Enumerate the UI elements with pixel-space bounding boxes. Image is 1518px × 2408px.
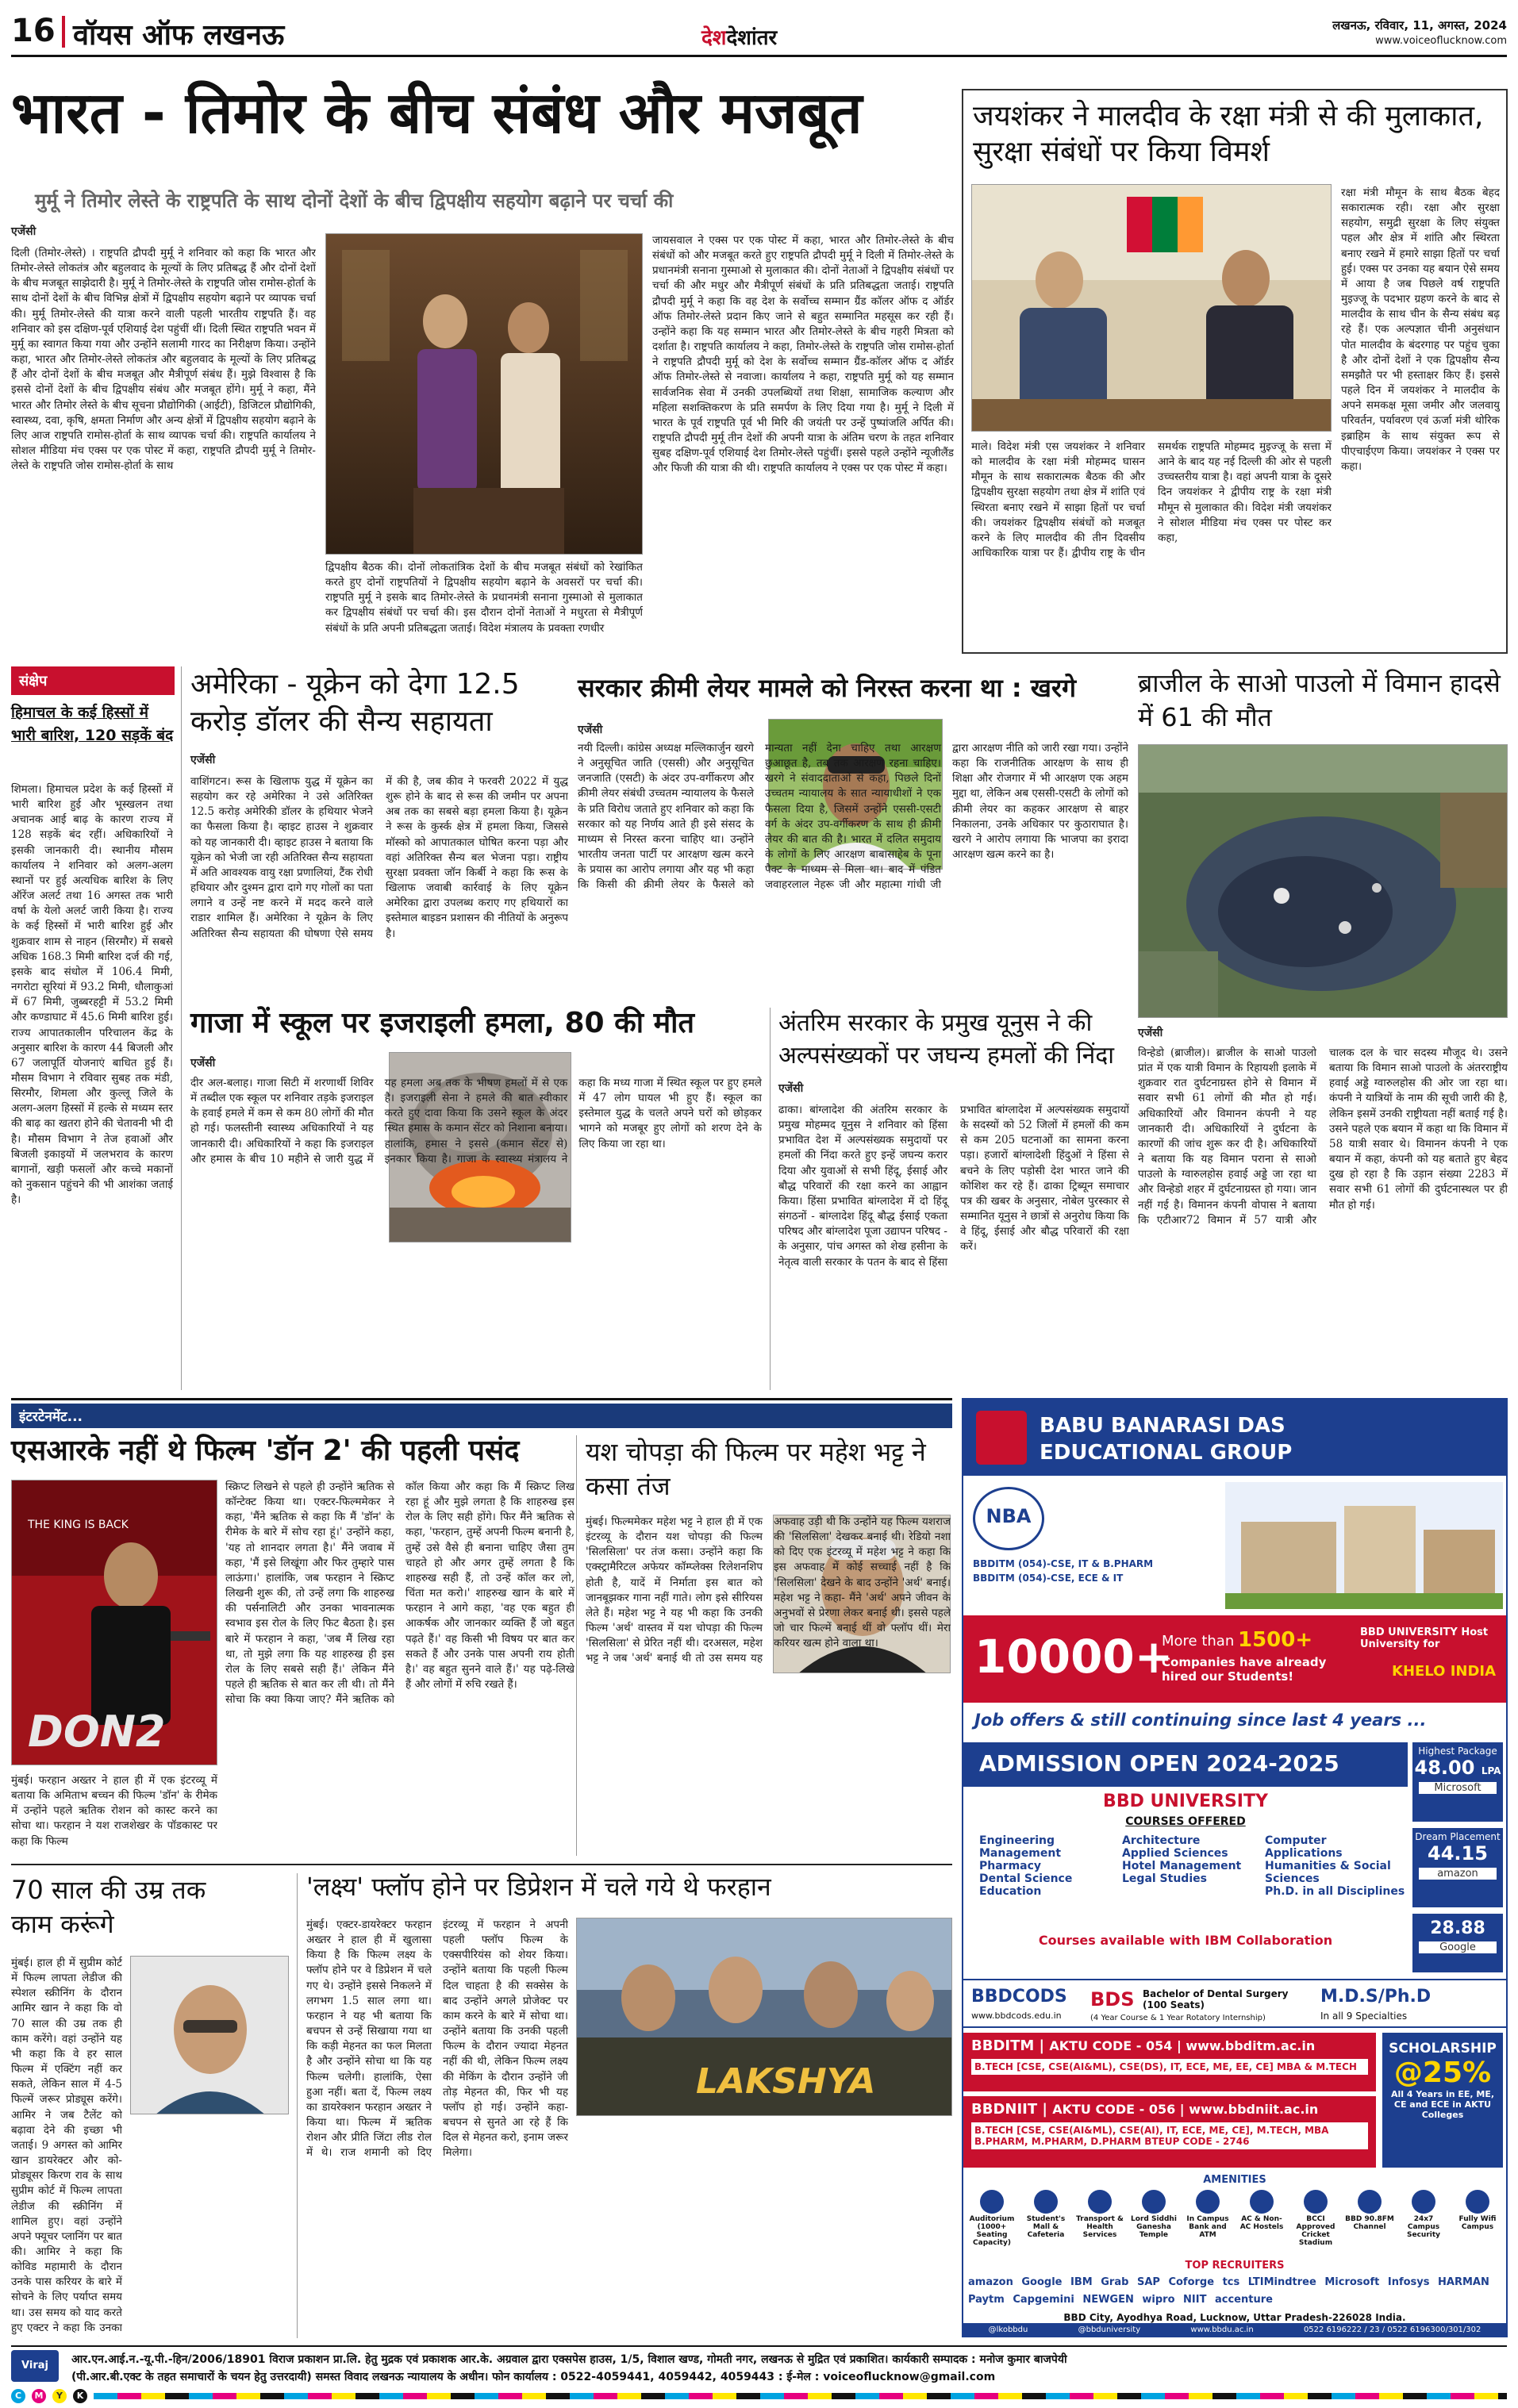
amenity-item [1290,2190,1341,2256]
admission-banner[interactable]: ADMISSION OPEN 2024-2025 [963,1742,1408,1787]
khelo-india-text: KHELO INDIA [1392,1663,1497,1680]
bbdniit-name: BBDNIIT [971,2101,1038,2118]
bbd-advertisement[interactable] [962,1398,1508,2337]
amenity-label: BCCI Approved Cricket Stadium [1296,2215,1335,2247]
nba-code-2: BBDITM (054)-CSE, ECE & IT [973,1573,1124,1584]
website: www.voiceoflucknow.com [1375,35,1507,47]
gaza-headline: गाजा में स्कूल पर इजराइली हमला, 80 की मौत [190,1007,694,1039]
brazil-body: विन्हेडो (ब्राजील)। ब्राजील के साओ पाउलो प्रांत में एक यात्री विमान के रिहायशी इलाके में शुक्रवार रात दुर्घटनाग्रस्त होने से विमान में सवार सभी 61 लोगों की मौत हो गई। अधिकारियों और विमानन कंपनी ने यह जानकारी दी। अधिकारियों ने दुर्घटना के कारणों की जांच शुरू कर दी है। अधिकारियों ने बताया कि यह विमान पराना से साओ पाउलो के ग्वारुलहोस हवाई अड्डे जा रहा था और विन्हेडो शहर में दुर्घटनाग्रस्त हो गया। जान नहीं गई है। विमानन कंपनी वोपास ने बताया कि एटीआर72 विमान में 57 यात्री और चालक दल के चार सदस्य मौजूद थे। उसने बताया कि विमान साओ पाउलो के अंतरराष्ट्रीय हवाई अड्डे ग्वारुलहोस की ओर जा रहा था। कंपनी ने यात्रियों के नाम की सूची जारी की है, लेकिन इसमें उनकी राष्ट्रीयता नहीं बताई गई है। उसने पहले एक बयान में कहा था कि विमान में 58 यात्री सवार थे। विमानन कंपनी ने एक बयान में कहा, कंपनी को यह बताते हुए बेहद दुख हो रहा है कि उड़ान संख्या 2283 में सवार सभी 61 लोगों की दुर्घटनास्थल पर ही मौत हो गई। [1138,1047,1508,1227]
lead-story [11,67,952,654]
recruiter: Coforge [1168,2276,1215,2288]
recruiter: NEWGEN [1082,2294,1134,2306]
highest-label: Highest Package [1418,1746,1497,1757]
masthead [11,11,1507,57]
ad-contact-bar [963,2323,1506,2336]
recruiters-title: TOP RECRUITERS [1185,2260,1285,2272]
lower-rule [11,1864,952,1865]
lakshya-poster [576,1918,952,2116]
amenity-label: In Campus Bank and ATM [1186,2215,1229,2239]
jaishankar-story [962,89,1508,654]
bbditm-code: BBDITM | AKTU CODE - 054 | www.bbditm.ac.in [971,2037,1316,2054]
brazil-story [1138,666,1508,1390]
lead-byline: एजेंसी [11,225,37,238]
lead-col1: दिली (तिमोर-लेस्ते) । राष्ट्रपति द्रौपदी मुर्मू ने शनिवार को कहा कि भारत और तिमोर-लेस्ते लोकतंत्र और बहुलवाद के मूल्यों के लिए प्रतिबद्ध हैं और दोनों देशों के बीच मजबूत साझेदारी है। मुर्मू ने तिमोर-लेस्ते के राष्ट्रपति जोस रामोस-होर्ता के साथ दोनों देशों के बीच विभिन्न क्षेत्रों में द्विपक्षीय सहयोग बढ़ाने पर व्यापक चर्चा की। मुर्मू तिमोर-लेस्ते की यात्रा करने वाली पहली भारतीय राष्ट्रपति हैं। वह शनिवार को इस दक्षिण-पूर्व एशियाई देश पहुंचीं थीं। दिली स्थित राष्ट्रपति भवन में मुर्मू का स्वागत किया गया और उन्होंने सलामी गारद का निरीक्षण किया। उन्होंने कहा, भारत और तिमोर-लेस्ते लोकतंत्र और बहुलवाद के मूल्यों के लिए प्रतिबद्ध हैं और दोनों देशों के बीच मजबूत और मैत्रीपूर्ण संबंध हैं। मुझे विश्वास है कि इससे दोनों देशों के बीच द्विपक्षीय संबंध और मजबूत होंगे। मुर्मू ने कहा, मैंने भारत और तिमोर लेस्ते के बीच सूचना प्रौद्योगिकी (आईटी), डिजिटल प्रौद्योगिकी, स्वास्थ्य, दवा, कृषि, क्षमता निर्माण और अन्य क्षेत्रों में द्विपक्षीय सहयोग बढ़ाने के लिए आज राष्ट्रपति रामोस-होर्ता के साथ व्यापक चर्चा की। राष्ट्रपति कार्यालय ने सोशल मीडिया मंच एक्स पर एक पोस्ट में कहा, राष्ट्रपति द्रौपदी मुर्मू ने तिमोर-लेस्ते के राष्ट्रपति जोस रामोस-होर्ता के साथ [11,247,316,473]
aamir-body: मुंबई। हाल ही में सुप्रीम कोर्ट में फिल्म लापता लेडीज की स्पेशल स्क्रीनिंग के दौरान आमिर खान ने कहा कि वो 70 साल की उम्र तक ही काम करेंगे। वहां उन्होंने यह भी कहा कि वे हर साल फिल्म में एक्टिंग नहीं कर सकते, लेकिन साल में 4-5 फिल्में जरूर प्रोड्यूस करेंगे। आमिर ने जब टैलेंट को बढ़ावा देने की इच्छा भी जताई। 9 अगस्त को आमिर खान डायरेक्टर और को-प्रोड्यूसर किरण राव के साथ सुप्रीम कोर्ट में फिल्म लापता लेडीज की स्क्रीनिंग में शामिल हुए। वहां उन्होंने अपने फ्यूचर प्लानिंग पर बात की। आमिर ने कहा कि कोविड महामारी के दौरान उनके पास करियर के बारे में सोचने के लिए पर्याप्त समय था। उस समय को याद करते हुए एक्टर ने कहा कि उनका [11,1957,122,2334]
amenity-icon [980,2190,1004,2214]
bbdniit-code: BBDNIIT | AKTU CODE - 056 | www.bbdniit.ac.in [971,2101,1319,2118]
yunus-byline: एजेंसी [778,1082,804,1095]
paper-name: वॉयस ऑफ लखनऊ [73,19,285,52]
page-number: 16 [11,13,56,49]
recruiter: SAP [1136,2276,1160,2288]
ministers-meeting-photo [972,185,1332,432]
highest-company: Microsoft [1419,1782,1497,1794]
bbdniit-courses: B.TECH [CSE, CSE(AI&ML), CSE(AI), IT, ECE, ME, CE], M.TECH, MBA B.PHARM, M.PHARM, D.PHARM BTEUP CODE - 2746 [971,2122,1368,2149]
recruiter: Capgemini [1013,2294,1074,2306]
lead-col3: जायसवाल ने एक्स पर एक पोस्ट में कहा, भारत और तिमोर-लेस्ते के बीच संबंधों को और मजबूत करते हुए राष्ट्रपति द्रौपदी मुर्मू ने दिली में तिमोर-लेस्ते के प्रधानमंत्री सनाना गुस्माओ से मुलाकात की। दोनों नेताओं ने द्विपक्षीय संबंधों पर चर्चा की और मधुर और मैत्रीपूर्ण संबंधों के प्रति प्रतिबद्धता जताई। राष्ट्रपति द्रौपदी मुर्मू ने कहा कि वह देश के सर्वोच्च सम्मान ग्रैंड कॉलर ऑफ द ऑर्डर ऑफ तिमोर-लेस्ते प्रदान किए जाने से बहुत सम्मानित महसूस कर रही हैं। उन्होंने कहा कि यह सम्मान भारत और तिमोर-लेस्ते के बीच गहरी मित्रता को दर्शाता है। राष्ट्रपति कार्यालय ने कहा, तिमोर-लेस्ते के राष्ट्रपति जोस रामोस-होर्ता ने राष्ट्रपति द्रौपदी मुर्मू को देश के सर्वोच्च सम्मान ग्रैंड-कॉलर ऑफ द ऑर्डर ऑफ तिमोर-लेस्ते से नवाजा। कार्यालय ने कहा, राष्ट्रपति मुर्मू को यह सम्मान सार्वजनिक सेवा में उनकी उपलब्धियों तथा शिक्षा, सामाजिक कल्याण और महिला सशक्तिकरण के प्रति समर्पण के लिए दिया गया है। मुर्मू ने दिली में भारत के पूर्व राष्ट्रपति पूर्व भी मिरि की जयंती पर उन्हें पुष्पांजलि अर्पित की। राष्ट्रपति द्रौपदी मुर्मू तीन देशों की अपनी यात्रा के अंतिम चरण के तहत शनिवार सुबह दक्षिण-पूर्व एशियाई देश तिमोर-लेस्ते पहुंचीं। इससे पहले उन्होंने न्यूजीलैंड और फिजी की यात्रा की थी। राष्ट्रपति कार्यालय ने एक्स पर एक पोस्ट में कहा। [652,234,954,475]
aamir-photo [130,1956,289,2114]
ad-brand-line2: EDUCATIONAL GROUP [1040,1441,1293,1465]
don-poster-title: DON2 [28,1707,166,1757]
yunus-headline: अंतरिम सरकार के प्रमुख यूनुस ने की अल्पसंख्यकों पर जघन्य हमलों की निंदा [778,1009,1115,1070]
amenity-icon [1358,2190,1382,2214]
course-item: Education [979,1885,1042,1898]
mds-label: M.D.S/Ph.D [1320,1987,1432,2007]
lead-subhead: मुर्मू ने तिमोर लेस्ते के राष्ट्रपति के साथ दोनों देशों के बीच द्विपक्षीय सहयोग बढ़ाने पर चर्चा की [35,190,674,212]
lakshya-poster-art [577,1918,952,2116]
kharge-headline: सरकार क्रीमी लेयर मामले को निरस्त करना था : खरगे [578,673,1077,703]
course-item: Pharmacy [979,1860,1042,1872]
course-item: Applied Sciences [1122,1847,1228,1860]
amenity-icon [1142,2190,1166,2214]
ad-address: BBD City, Ayodhya Road, Lucknow, Uttar Pradesh-226028 India. [1063,2312,1406,2323]
amenity-item [1128,2190,1179,2256]
yunus-story [770,1008,1128,1390]
bbdcods-name: BBDCODS [971,1987,1067,2007]
amenity-item [1236,2190,1287,2256]
amenity-item [1452,2190,1503,2256]
dream-package-box [1412,1828,1503,1907]
don-body: स्क्रिप्ट लिखने से पहले ही उन्होंने ऋतिक से कॉन्टेक्ट किया था। एक्टर-फिल्ममेकर ने कहा, 'मैंने ऋतिक से कहा कि मैं 'डॉन' के रीमेक के बारे में सोच रहा हूं।' उन्होंने कहा, 'यह तो शानदार लगता है।' मैंने जवाब में कहा, 'मैं इसे लिखूंगा और फिर तुम्हारे पास लाऊंगा।' हालांकि, जब फरहान ने स्क्रिप्ट लिखनी शुरू की, तो उन्हें लगा कि शाहरुख की पर्सनालिटी और उनका भावनात्मक स्वभाव इस रोल के लिए फिट बैठता है। इस बारे में फरहान ने कहा, 'जब मैं लिख रहा था, तो मुझे लगा कि यह शाहरुख ही इस रोल के लिए सबसे सही हैं।' लेकिन मैंने पहले ही ऋतिक से बात कर ली थी। तो मैंने सोचा कि क्या किया जाए? मैंने ऋतिक को कॉल किया और कहा कि मैं स्क्रिप्ट लिख रहा हूं और मुझे लगता है कि शाहरुख इस रोल के लिए सही होंगे। फिर मैंने ऋतिक से कहा, 'फरहान, तुम्हें अपनी फिल्म बनानी है, तुम्हें उसे वैसे ही बनाना चाहिए जैसा तुम चाहते हो और अगर तुम्हें लगता है कि शाहरुख सही हैं, तो उन्हें कॉल कर लो, चिंता मत करो।' शाहरुख खान के बारे में फरहान ने आगे कहा, 'वह एक बहुत ही आकर्षक और जानकार व्यक्ति हैं जो बहुत पढ़ते हैं।' वह किसी भी विषय पर बात कर सकते हैं और उनके पास अपनी राय होती है।' वह बहुत सुनने वाले हैं।' यह पढ़े-लिखे हैं और लोगों में रुचि रखते हैं। [225,1481,575,1707]
amenity-item [1074,2190,1125,2256]
lakshya-poster-title: LAKSHYA [696,2061,876,2102]
courses-col-3 [1265,1834,1408,1898]
brazil-headline: ब्राजील के साओ पाउलो में विमान हादसे में 61 की मौत [1138,668,1501,733]
imprint-line-1: आर.एन.आई.न.-यू.पी.-हिन/2006/18901 विराज प्रकाशन प्रा.लि. हेतु मुद्रक एवं प्रकाशक आर.के. अग्रवाल द्वारा एक्सपेस हाउस, 1/5, विशाल खण्ड, गोमती नगर, लखनऊ से मुद्रित एवं प्रकाशित। कार्यकारी सम्पादक : मनोज कुमार बाजपेयी [71,2353,1067,2366]
cmyk-m: M [32,2389,46,2403]
recruiter: NIIT [1183,2294,1207,2306]
course-item: Legal Studies [1122,1872,1207,1885]
don-tagline: THE KING IS BACK [28,1519,129,1531]
brief-headline: हिमाचल के कई हिस्सों में भारी बारिश, 120 सड़कें बंद [11,704,174,744]
section-part-b: देशांतर [726,26,778,50]
cmyk-y: Y [52,2389,67,2403]
kharge-story [578,666,1128,1000]
bbditm-code-text: AKTU CODE - 054 | www.bbditm.ac.in [1049,2038,1316,2053]
companies-num: 1500+ [1238,1628,1313,1652]
jaishankar-body-bottom: माले। विदेश मंत्री एस जयशंकर ने शनिवार को मालदीव के रक्षा मंत्री मोहम्मद घासन मौमून के साथ सकारात्मक बैठक की और द्विपक्षीय सुरक्षा सहयोग तथा क्षेत्र में शांति एवं स्थिरता बनाए रखने में साझा हितों पर चर्चा की। जयशंकर द्विपक्षीय संबंधों को मजबूत करने के लिए मालदीव की तीन दिवसीय आधिकारिक यात्रा पर हैं। द्वीपीय राष्ट्र के चीन समर्थक राष्ट्रपति मोहम्मद मुइज्जू के सत्ता में आने के बाद यह नई दिल्ली की ओर से पहली उच्चस्तरीय यात्रा है। वहां अपनी यात्रा के दूसरे दिन जयशंकर ने द्वीपीय राष्ट्र के रक्षा मंत्री मौमून से मुलाकात की। विदेश मंत्री जयशंकर ने सोशल मीडिया मंच एक्स पर पोस्ट कर कहा, [971,440,1332,560]
courses-col-1 [979,1834,1114,1898]
amenity-item [967,2190,1017,2256]
brazil-byline: एजेंसी [1138,1027,1163,1039]
course-item: Computer Applications [1265,1834,1343,1860]
nba-code-1: BBDITM (054)-CSE, IT & B.PHARM [973,1558,1154,1569]
ukraine-headline: अमेरिका - यूक्रेन को देगा 12.5 करोड़ डॉलर की सैन्य सहायता [190,668,520,738]
highest-unit: LPA [1481,1765,1501,1776]
dream2-company: Google [1419,1941,1497,1953]
recruiter: Infosys [1387,2276,1430,2288]
recruiter: IBM [1070,2276,1093,2288]
plane-crash-photo [1139,745,1508,1018]
scholarship-box [1382,2033,1503,2168]
farhan-body-cont [576,2124,952,2337]
bbd-logo-icon [976,1411,1027,1465]
president-meeting-photo [326,234,643,555]
don-headline: एसआरके नहीं थे फिल्म 'डॉन 2' की पहली पसंद [11,1434,520,1467]
course-item: Ph.D. in all Disciplines [1265,1885,1405,1898]
jaishankar-headline: जयशंकर ने मालदीव के रक्षा मंत्री से की मुलाकात, सुरक्षा संबंधों पर किया विमर्श [973,100,1484,168]
dateline: लखनऊ, रविवार, 11, अगस्त, 2024 [1332,18,1507,33]
amenity-label: Transport & Health Services [1076,2215,1124,2239]
mahesh-divider [576,1435,577,1856]
brief-sidebar [11,666,182,1390]
bbdcods-row [963,1979,1506,2028]
bds-label: BDS [1090,1988,1135,2011]
farhan-body: मुंबई। एक्टर-डायरेक्टर फरहान अख्तर ने हाल ही में खुलासा किया है कि फिल्म लक्ष्य के फ्लॉप होने पर वे डिप्रेशन में चले गए थे। उन्होंने इससे निकलने में लगभग 1.5 साल लगा था। फरहान ने यह भी बताया कि बचपन से उन्हें सिखाया गया था कि कड़ी मेहनत का फल मिलता है और उन्होंने सोचा था कि यह फिल्म चलेगी। हालांकि, ऐसा हुआ नहीं। बता दें, फिल्म लक्ष्य का डायरेक्शन फरहान अख्तर ने किया था। फिल्म में ऋतिक रोशन और प्रीति जिंटा लीड रोल में थे। राज शमानी को दिए इंटरव्यू में फरहान ने अपनी पहली फ्लॉप फिल्म के एक्सपीरियंस को शेयर किया। उन्होंने बताया कि पहली फिल्म दिल चाहता है की सक्सेस के बाद उन्होंने अगले प्रोजेक्ट पर काम करने के बारे में सोचा था। उन्होंने बताया कि उनकी पहली फिल्म के दौरान ज्यादा मेहनत नहीं की थी, लेकिन फिल्म लक्ष्य की मेकिंग के दौरान उन्होंने जी तोड़ मेहनत की, फिर भी यह फ्लॉप हो गई। उन्होंने कहा- बचपन से सुनते आ रहे हैं कि दिल से मेहनत करो, इनाम जरूर मिलेगा। [306,1918,568,2160]
campus-art [1225,1482,1503,1609]
color-registration-bar [11,2388,1507,2404]
scholarship-label: SCHOLARSHIP [1389,2041,1497,2057]
brief-label: संक्षेप [11,666,175,695]
ukraine-story [190,666,568,1000]
scholarship-sub: All 4 Years in EE, ME, CE and ECE in AKTU Colleges [1390,2089,1495,2120]
lead-col2: द्विपक्षीय बैठक की। दोनों लोकतांत्रिक देशों के बीच मजबूत संबंधों को रेखांकित करते हुए दोनों राष्ट्रपतियों ने द्विपक्षीय सहयोग बढ़ाने के अवसरों पर चर्चा की। राष्ट्रपति मुर्मू ने इसके बाद तिमोर-लेस्ते के प्रधानमंत्री सनाना गुस्माओ से मुलाकात कर द्विपक्षीय संबंधों पर चर्चा की। इस दौरान दोनों नेताओं ने मधुरता से मैत्रीपूर्ण संबंधों के प्रति अपनी प्रतिबद्धता जताई। विदेश मंत्रालय के प्रवक्ता रणधीर [325,561,643,635]
amenity-label: 24x7 Campus Security [1406,2215,1441,2239]
recruiter: HARMAN [1438,2276,1489,2288]
course-item: Architecture [1122,1834,1201,1847]
recruiter: LTIMindtree [1247,2276,1316,2288]
brief-body: शिमला। हिमाचल प्रदेश के कई हिस्सों में भारी बारिश हुई और भूस्खलन तथा अचानक आई बाढ़ के कारण राज्य में 128 सड़कें बंद रहीं। अधिकारियों ने इसकी जानकारी दी। स्थानीय मौसम कार्यालय ने शनिवार को अलग-अलग स्थानों पर हुई अत्यधिक बारिश के लिए ऑरेंज अलर्ट तथा 16 अगस्त तक भारी वर्षा के येलो अलर्ट जारी किया है। राज्य के कई हिस्सों में भारी बारिश हुई और शुक्रवार शाम से नाहन (सिरमौर) में सबसे अधिक 168.3 मिमी बारिश दर्ज की गई, इसके बाद संधोल में 106.4 मिमी, नगरोटा सूरियां में 93.2 मिमी, धौलाकुआं में 67 मिमी, जुब्बरहट्टी में 53.2 मिमी और कण्डाघाट में 45.6 मिमी बारिश हुई। राज्य आपातकालीन परिचालन केंद्र के अनुसार बारिश के कारण 44 बिजली और 67 जलापूर्ति योजनाएं बाधित हुई हैं। मौसम विभाग ने रविवार सुबह तक मंडी, सिरमौर, शिमला और कुल्लू जिले के अलग-अलग हिस्सों में हल्के से मध्यम स्तर की बाढ़ का खतरा होने की चेतावनी भी दी है। मौसम विभाग ने तेज हवाओं और बिजली इकाइयों में जलभराव के कारण बागानों, खड़ी फसलों और कच्चे मकानों को नुकसान पहुंचने की भी आशंका जताई है। [11,783,173,1207]
bbdniit-block [963,2096,1376,2168]
bbditm-name: BBDITM [971,2037,1035,2054]
big-number: 10000+ [974,1630,1174,1684]
course-item: Engineering [979,1834,1055,1847]
course-item: Hotel Management [1122,1860,1242,1872]
mahesh-headline: यश चोपड़ा की फिल्म पर महेश भट्ट ने कसा तंज [586,1437,926,1502]
bds-text: Bachelor of Dental Surgery (100 Seats) [1143,1988,1289,2011]
ukraine-byline: एजेंसी [190,754,216,766]
course-item: Management [979,1847,1062,1860]
aamir-headline: 70 साल की उम्र तक काम करूंगे [11,1875,206,1940]
masthead-divider [62,16,65,48]
don-poster [11,1480,217,1765]
companies-text: Companies have already hired our Students! [1162,1655,1327,1684]
nba-badge [973,1487,1044,1550]
more-than: More than [1162,1633,1235,1649]
hiring-banner [963,1615,1506,1703]
courses-col-2 [1122,1834,1257,1885]
recruiter: amazon [968,2276,1013,2288]
course-item: Humanities & Social Sciences [1265,1860,1391,1885]
lead-headline: भारत - तिमोर के बीच संबंध और मजबूत [11,79,863,146]
don2-poster-art [12,1481,217,1765]
recruiter: Google [1021,2276,1063,2288]
amenity-label: AC & Non-AC Hostels [1239,2215,1284,2231]
aamir-divider [297,1873,298,2338]
bbditm-block [963,2033,1376,2091]
bds-sub: (4 Year Course & 1 Year Rotatory Internship) [1090,2014,1266,2022]
section-part-a: देश [701,26,727,50]
nba-text: NBA [986,1505,1032,1527]
viraj-logo-text: Viraj [21,2360,48,2372]
ad-brand-line1: BABU BANARASI DAS [1040,1414,1285,1438]
ibm-line: Courses available with IBM Collaboration [1038,1933,1333,1948]
campus-illustration [1225,1482,1503,1609]
amenity-item [1344,2190,1395,2256]
gaza-byline: एजेंसी [190,1057,216,1070]
ad-brand-bar [963,1400,1506,1476]
courses-offered-label: COURSES OFFERED [1125,1815,1246,1828]
amenity-icon [1304,2190,1328,2214]
amenity-item [1020,2190,1071,2256]
amenities-title: AMENITIES [1203,2174,1266,2186]
entertainment-label: इंटरटेनमेंट... [11,1404,952,1428]
amenities-row [967,2190,1503,2256]
jaishankar-photo [971,184,1332,432]
bbditm-courses: B.TECH [CSE, CSE(AI&ML), CSE(DS), IT, ECE, ME, EE, CE] MBA & M.TECH [971,2059,1368,2075]
recruiter: Paytm [968,2294,1005,2306]
amenity-label: BBD 90.8FM Channel [1345,2215,1394,2231]
yunus-body: ढाका। बांग्लादेश की अंतरिम सरकार के प्रमुख मोहम्मद यूनुस ने शनिवार को हिंसा प्रभावित देश में अल्पसंख्यक समुदायों पर हमलों की निंदा करते हुए इन्हें जघन्य करार दिया और युवाओं से सभी हिंदू, ईसाई और बौद्ध परिवारों की रक्षा करने का आह्वान किया। हिंसा प्रभावित बांग्लादेश में दो हिंदू संगठनों - बांग्लादेश हिंदू बौद्ध ईसाई एकता परिषद और बांग्लादेश पूजा उद्यापन परिषद - के अनुसार, पांच अगस्त को शेख हसीना के नेतृत्व वाली सरकार के पतन के बाद से हिंसा प्रभावित बांग्लादेश में अल्पसंख्यक समुदायों के सदस्यों को 52 जिलों में हमलों की कम से कम 205 घटनाओं का सामना करना पड़ा। हजारों बांग्लादेशी हिंदुओं ने हिंसा से बचने के लिए पड़ोसी देश भारत जाने की कोशिश कर रहे हैं। ढाका ट्रिब्यून समाचार पत्र की खबर के अनुसार, नोबेल पुरस्कार से सम्मानित यूनुस ने छात्रों से अनुरोध किया कि वे हिंदू, ईसाई और बौद्ध परिवारों की रक्षा करें। [778,1104,1129,1269]
recruiter: Grab [1101,2276,1129,2288]
section-title [701,22,777,51]
kharge-byline: एजेंसी [578,724,603,736]
amenity-icon [1088,2190,1112,2214]
imprint-line-2: (पी.आर.बी.एक्ट के तहत समाचारों के चयन हेतु उत्तरदायी) समस्त विवाद लखनऊ न्यायालय के अधीन। फोन कार्यालय : 0522-4059441, 4059442, 4059443 : ई-मेल : voiceoflucknow@gmail.com [71,2371,996,2383]
recruiter: Microsoft [1324,2276,1380,2288]
entertainment-section [11,1398,952,2337]
dream-value: 44.15 [1428,1842,1488,1865]
amenity-label: Fully Wifi Campus [1458,2215,1497,2231]
recruiter: wipro [1142,2294,1175,2306]
don-body-left: मुंबई। फरहान अख्तर ने हाल ही में एक इंटरव्यू में बताया कि अमिताभ बच्चन की फिल्म 'डॉन' के रीमेक में उन्होंने पहले ऋतिक रोशन को कास्ट करने का सोचा था। फरहान ने यश राजशेखर के पॉडकास्ट पर कहा कि फिल्म [11,1774,217,1848]
farhan-headline: 'लक्ष्य' फ्लॉप होने पर डिप्रेशन में चले गये थे फरहान [306,1872,771,1902]
dream-label: Dream Placement [1415,1831,1501,1842]
amenity-icon [1412,2190,1435,2214]
bbdniit-code-text: AKTU CODE - 056 | www.bbdniit.ac.in [1052,2102,1319,2117]
bbdu-title: BBD UNIVERSITY [1103,1792,1268,1811]
bbdu-host-text: BBD UNIVERSITY Host University for [1360,1626,1489,1650]
amenity-icon [1250,2190,1274,2214]
amenity-label: Lord Siddhi Ganesha Temple [1131,2215,1177,2239]
aamir-portrait [131,1957,289,2114]
bbdcods-web[interactable]: www.bbdcods.edu.in [971,2011,1062,2021]
social-2[interactable]: @bbduniversity [1078,2325,1141,2334]
amenity-icon [1466,2190,1489,2214]
ad-site[interactable]: www.bbdu.ac.in [1190,2325,1254,2334]
mahesh-body: मुंबई। फिल्ममेकर महेश भट्ट ने हाल ही में एक इंटरव्यू के दौरान यश चोपड़ा की फिल्म 'सिलसिला' पर तंज कसा। उन्होंने कहा कि एक्स्ट्रामैरिटल अफेयर कॉम्प्लेक्स रिलेशनशिप होती है, यादें में निर्माता इस बात को जानबूझकर गाना नहीं गाते। लोग इसे सीरियस लेते हैं। महेश भट्ट ने यह भी कहा कि उनकी फिल्म 'अर्थ' वास्तव में यश चोपड़ा की फिल्म 'सिलसिला' से प्रेरित नहीं थी। दरअसल, महेश भट्ट ने जब 'अर्थ' बनाई थी तो उस समय यह अफवाह उड़ी थी कि उन्होंने यह फिल्म यशराज की 'सिलसिला' देखकर बनाई थी। रेडियो नशा को दिए एक इंटरव्यू में महेश भट्ट ने कहा कि इस अफवाह में कोई सच्चाई नहीं है कि 'सिलसिला' देखने के बाद उन्होंने 'अर्थ' बनाई। महेश भट्ट ने कहा- मैंने 'अर्थ' अपने जीवन के अनुभवों से प्रेरणा लेकर बनाई थी। इससे पहले जो चार फिल्में बनाई थीं वो फ्लॉप थीं। मेरा करियर खत्म होने वाला था। [586,1515,951,1665]
kharge-body: नयी दिल्ली। कांग्रेस अध्यक्ष मल्लिकार्जुन खरगे ने अनुसूचित जाति (एससी) और अनुसूचित जनजाति (एसटी) के अंदर उप-वर्गीकरण और क्रीमी लेयर संबंधी उच्चतम न्यायालय के फैसले के प्रति विरोध जताते हुए शनिवार को कहा कि सरकार को यह निर्णय आते ही इसे संसद के माध्यम से निरस्त करना चाहिए था। उन्होंने भारतीय जनता पार्टी पर आरक्षण खत्म करने के प्रयास का आरोप लगाया और यह भी कहा कि किसी की क्रीमी लेयर के फैसले को मान्यता नहीं देना चाहिए तथा आरक्षण छुआछूत है, तब तक आरक्षण रहना चाहिए। खरगे ने संवाददाताओं से कहा, पिछले दिनों उच्चतम न्यायालय के सात न्यायाधीशों ने एक फैसला दिया है, जिसमें उन्होंने एससी-एसटी वर्ग के अंदर उप-वर्गीकरण के साथ ही क्रीमी लेयर की बात की है। भारत में दलित समुदाय के लोगों के लिए आरक्षण बाबासाहेब के पूना पैक्ट के माध्यम से मिला था। बाद में पंडित जवाहरलाल नेहरू जी और महात्मा गांधी जी द्वारा आरक्षण नीति को जारी रखा गया। उन्होंने कहा कि राजनीतिक आरक्षण के साथ ही शिक्षा और रोजगार में भी आरक्षण एक अहम मुद्दा था, लेकिन अब एससी-एसटी के लोगों को क्रीमी लेयर का कहकर आरक्षण से बाहर निकालना, उनके अधिकार पर कुठाराघात है। खरगे ने आरोप लगाया कि भाजपा का इरादा आरक्षण खत्म करने का है। [578,742,1128,892]
social-1[interactable]: @lkobbdu [988,2325,1028,2334]
scholarship-pct: @25% [1393,2057,1492,2089]
gaza-body: दीर अल-बलाह। गाजा सिटी में शरणार्थी शिविर में तब्दील एक स्कूल पर शनिवार तड़के इजराइल के हवाई हमले में कम से कम 80 लोगों की मौत हो गई। फलस्तीनी स्वास्थ्य अधिकारियों ने यह जानकारी दी। अधिकारियों ने कहा कि इजराइल और हमास के बीच 10 महीने से जारी युद्ध में यह हमला अब तक के भीषण हमलों में से एक है। इजराइली सेना ने हमले की बात स्वीकार करते हुए दावा किया कि उसने स्कूल के अंदर स्थित हमास के कमान सेंटर को निशाना बनाया। हालांकि, हमास ने इससे (कमान सेंटर से) इनकार किया है। गाजा के स्वास्थ्य मंत्रालय ने कहा कि मध्य गाजा में स्थित स्कूल पर हुए हमले में 47 लोग घायल भी हुए हैं। स्कूल का इस्तेमाल युद्ध के चलते अपने घरों को छोड़कर भागने को मजबूर हुए लोगों को शरण देने के लिए किया जा रहा था। [190,1077,762,1166]
mds-sub: In all 9 Specialties [1320,2011,1408,2022]
amenity-icon [1196,2190,1220,2214]
ukraine-body: वाशिंगटन। रूस के खिलाफ युद्ध में यूक्रेन का सहयोग कर रहे अमेरिका ने उसे अतिरिक्त 12.5 करोड़ अमेरिकी डॉलर के हथियार भेजने का फैसला किया है। व्हाइट हाउस ने शुक्रवार को यह जानकारी दी। व्हाइट हाउस ने बताया कि यूक्रेन को भेजी जा रही अतिरिक्त सैन्य सहायता में अति आवश्यक वायु रक्षा प्रणालियां, टैंक रोधी हथियार और दुश्मन द्वारा दागे गए गोलों का पता लगाने व उन्हें नष्ट करने में मदद करने वाले राडार शामिल हैं। अमेरिका ने यूक्रेन के लिए अतिरिक्त सैन्य सहायता की घोषणा ऐसे समय में की है, जब कीव ने फरवरी 2022 में युद्ध शुरू होने के बाद से रूस की जमीन पर अपना अब तक का सबसे बड़ा हमला किया है। यूक्रेन ने रूस के कुर्स्क क्षेत्र में हमला किया, जिससे मॉस्को को आपातकाल घोषित करना पड़ा और वहां अतिरिक्त सैन्य बल भेजना पड़ा। राष्ट्रीय सुरक्षा प्रवक्ता जॉन किर्बी ने कहा कि रूस के खिलाफ जवाबी कार्रवाई के लिए यूक्रेन अमेरिका द्वारा उपलब्ध कराए गए हथियारों का इस्तेमाल बाइडन प्रशासन की नीतियों के अनुरूप है। [190,775,568,940]
lead-photo [325,233,643,555]
cmyk-c: C [11,2389,25,2403]
registration-strip [94,2393,1507,2399]
imprint-footer [11,2345,1507,2385]
job-offers-line: Job offers & still continuing since last 4 years ... [974,1711,1427,1730]
dream-company: amazon [1419,1868,1497,1880]
recruiter: accenture [1215,2294,1273,2306]
ad-phone: 0522 6196222 / 23 / 0522 6196300/301/302 [1303,2325,1481,2334]
recruiter: tcs [1222,2276,1240,2288]
viraj-logo [11,2350,59,2382]
dream2-value: 28.88 [1430,1918,1485,1938]
recruiters-row [968,2274,1501,2310]
brazil-photo [1138,744,1508,1018]
highest-package-box [1412,1742,1503,1822]
amenity-icon [1034,2190,1058,2214]
cmyk-k: K [73,2389,87,2403]
highest-num: 48.00 [1414,1757,1475,1779]
jaishankar-body-right: रक्षा मंत्री मौमून के साथ बैठक बेहद सकारात्मक रही। रक्षा और सुरक्षा सहयोग, समुद्री सुरक्षा के लिए संयुक्त पहल और क्षेत्र में शांति और स्थिरता बनाए रखने में हमारे साझा हितों पर चर्चा हुई। एक्स पर उनका यह बयान ऐसे समय में आया है जब पिछले वर्ष राष्ट्रपति मुइज्जू के पदभार ग्रहण करने के बाद से मालदीव के साथ चीन के सैन्य संबंध बढ़ रहे हैं। एक अल्पज्ञात चीनी अनुसंधान पोत मालदीव के बंदरगाह पर पहुंच चुका है और दोनों देशों ने एक द्विपक्षीय सैन्य समझौते पर भी हस्ताक्षर किए हैं। इससे पहले दिन में जयशंकर ने मालदीव के अपने समकक्ष मूसा जमीर और जलवायु परिवर्तन, पर्यावरण एवं ऊर्जा मंत्री थोरिक इब्राहिम के साथ संयुक्त रूप से पीएचाईएण किया। जयशंकर ने एक्स पर कहा। [1341,186,1500,473]
amenity-label: Auditorium (1000+ Seating Capacity) [969,2215,1015,2247]
amenity-label: Student's Mall & Cafeteria [1026,2215,1066,2239]
amenity-item [1398,2190,1449,2256]
amenity-item [1182,2190,1233,2256]
gaza-story [190,1008,762,1390]
course-item: Dental Science [979,1872,1073,1885]
highest-value [1412,1757,1503,1779]
dream2-package-box [1412,1914,1503,1972]
courses-grid [979,1834,1408,1930]
